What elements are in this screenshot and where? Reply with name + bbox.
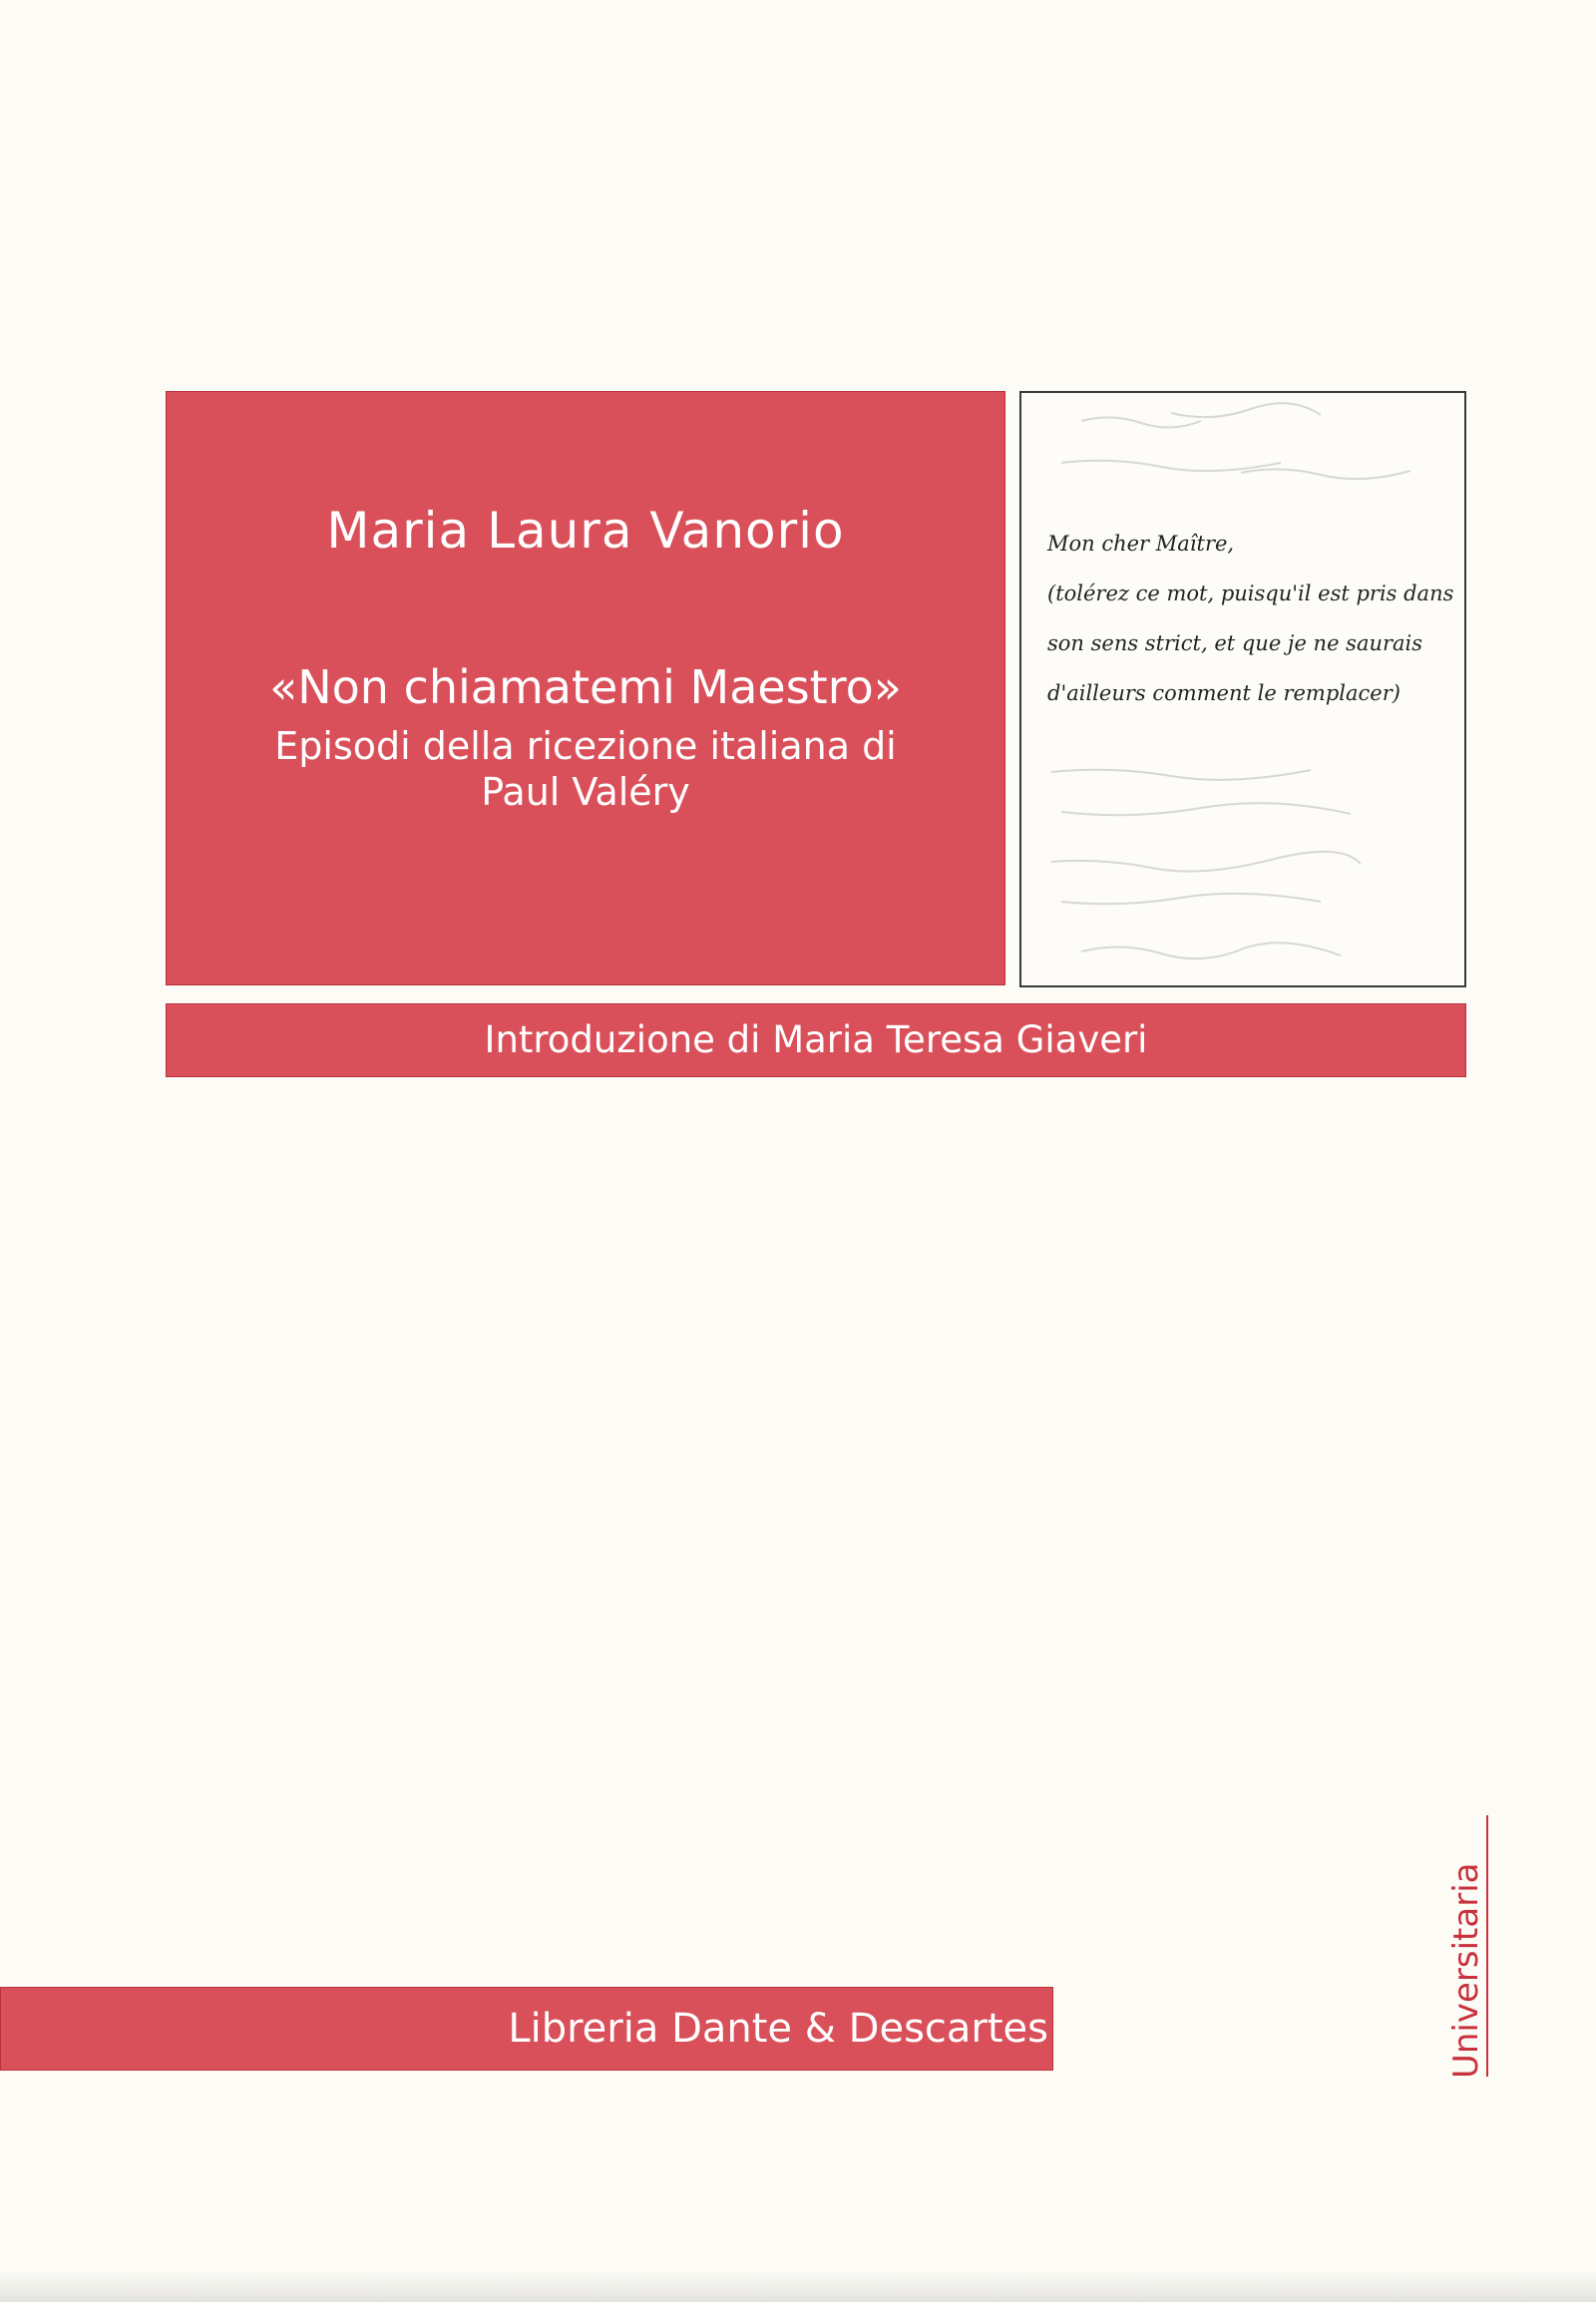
publisher-name: Libreria Dante & Descartes: [508, 2006, 1048, 2052]
publisher-bar: [0, 1987, 1053, 2071]
scan-edge-shadow: [0, 2272, 1596, 2302]
book-title: «Non chiamatemi Maestro»: [269, 660, 902, 714]
introduction-bar: Introduzione di Maria Teresa Giaveri: [166, 1003, 1466, 1077]
manuscript-letter-image: [1019, 391, 1466, 987]
subtitle-line-1: Episodi della ricezione italiana di: [274, 724, 897, 768]
subtitle-line-2: Paul Valéry: [481, 770, 690, 814]
letter-line-3: son sens strict, et que je ne saurais: [1047, 631, 1423, 655]
book-subtitle: [167, 723, 1004, 815]
letter-line-1: Mon cher Maître,: [1047, 532, 1235, 556]
series-divider-line: [1486, 1815, 1488, 2077]
letter-line-2: (tolérez ce mot, puisqu'il est pris dans: [1047, 581, 1454, 605]
letter-line-4: d'ailleurs comment le remplacer): [1047, 681, 1400, 705]
author-name: Maria Laura Vanorio: [326, 502, 845, 560]
letter-text: [1047, 519, 1456, 718]
series-name: Universitaria: [1446, 1862, 1486, 2079]
title-panel: [166, 391, 1005, 985]
